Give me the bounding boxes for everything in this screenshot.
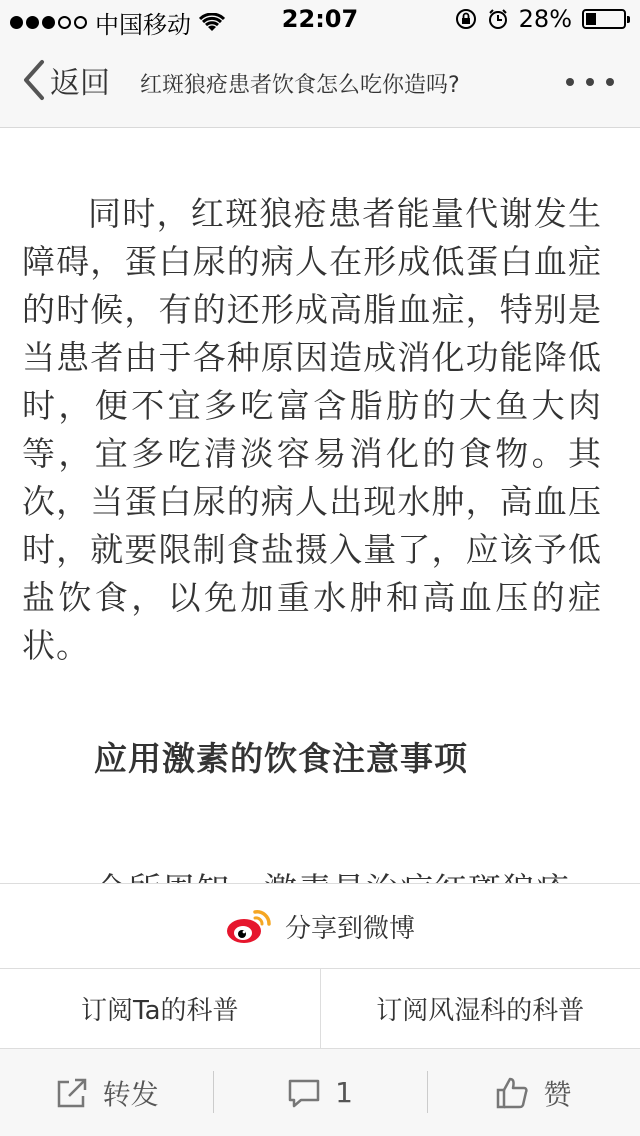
comment-button[interactable] <box>213 1049 426 1136</box>
nav-bar <box>0 40 640 128</box>
like-button[interactable] <box>427 1049 640 1136</box>
like-label: 赞 <box>543 1077 572 1111</box>
chevron-left-icon <box>20 58 48 102</box>
share-out-icon <box>55 1076 89 1110</box>
share-weibo-button[interactable] <box>0 883 640 969</box>
comment-icon <box>287 1076 321 1110</box>
share-weibo-label: 分享到微博 <box>284 913 415 944</box>
page-title: 红斑狼疮患者饮食怎么吃你造吗? <box>140 73 460 98</box>
subscribe-row <box>0 969 640 1049</box>
weibo-icon <box>225 906 273 946</box>
article-body <box>22 190 602 670</box>
comment-count: 1 <box>335 1076 353 1109</box>
subscribe-department-button[interactable]: 订阅风湿科的科普 <box>320 969 640 1048</box>
more-options-icon[interactable] <box>566 78 614 86</box>
rotation-lock-icon <box>455 8 477 30</box>
carrier-name: 中国移动 <box>95 11 191 39</box>
article-paragraph: 同时，红斑狼疮患者能量代谢发生障碍，蛋白尿的病人在形成低蛋白血症的时候，有的还形成高脂血症，特别是当患者由于各种原因造成消化功能降低时，便不宜多吃富含脂肪的大鱼大肉等，宜多吃清淡容易消化的食物。其次，当蛋白尿的病人出现水肿，高血压时，就要限制食盐摄入量了，应该予低盐饮食，以免加重水肿和高血压的症状。 <box>22 194 602 665</box>
back-button[interactable] <box>20 58 110 102</box>
back-label: 返回 <box>50 66 110 101</box>
alarm-icon <box>487 8 509 30</box>
forward-button[interactable] <box>0 1049 213 1136</box>
section-heading: 应用激素的饮食注意事项 <box>94 739 468 778</box>
subscribe-author-button[interactable]: 订阅Ta的科普 <box>80 996 239 1026</box>
battery-percent: 28% <box>518 5 572 33</box>
status-time: 22:07 <box>281 5 359 33</box>
status-right <box>455 5 626 33</box>
thumbs-up-icon <box>495 1076 529 1110</box>
bottom-toolbar <box>0 1049 640 1136</box>
status-bar <box>0 0 640 40</box>
battery-fill <box>586 13 596 25</box>
battery-icon <box>582 9 626 29</box>
forward-label: 转发 <box>102 1077 159 1111</box>
